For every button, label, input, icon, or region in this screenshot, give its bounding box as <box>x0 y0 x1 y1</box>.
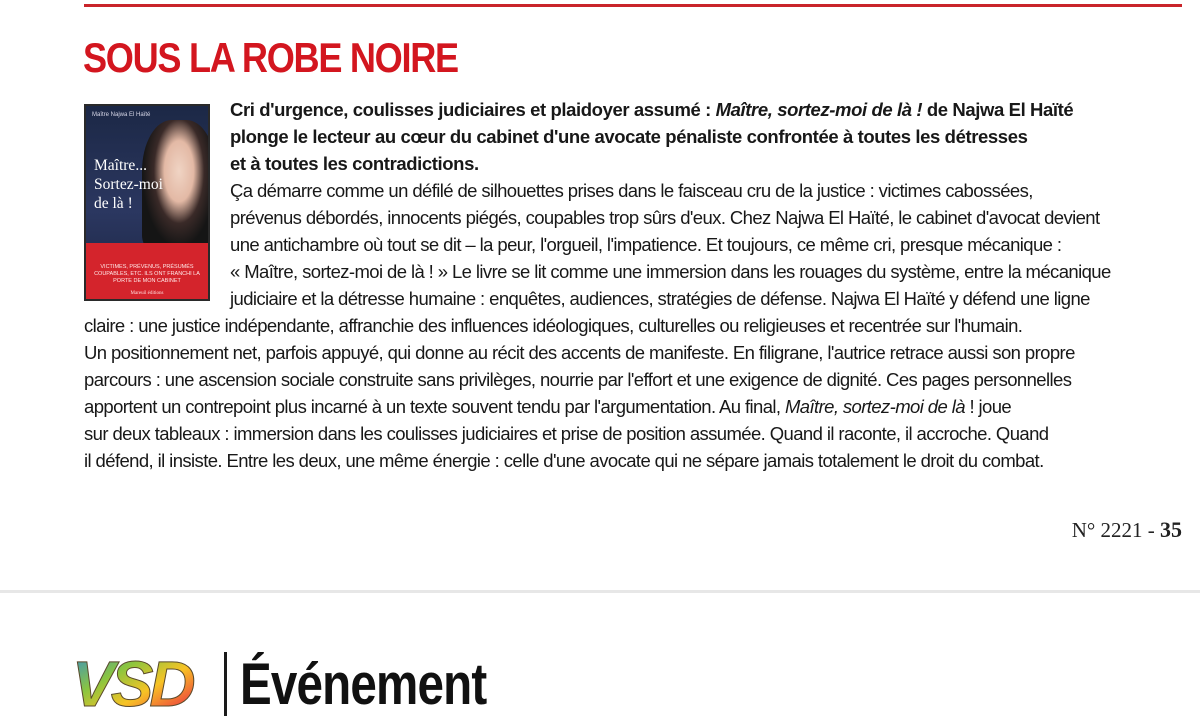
book-cover-title-line: de là ! <box>94 195 133 212</box>
vsd-logo-text: VSD <box>72 648 192 716</box>
book-cover-title-line: Maître... <box>94 157 147 174</box>
book-title-italic: Maître, sortez-moi de là ! <box>715 99 923 120</box>
page-separator <box>0 590 1200 593</box>
book-cover-author: Maître Najwa El Haïté <box>92 112 151 118</box>
body-line: « Maître, sortez-moi de là ! » Le livre se lit comme une immersion dans les rouages du système, entre la mécanique <box>230 261 1111 282</box>
article-body <box>84 96 1184 474</box>
body-line: Ça démarre comme un défilé de silhouettes prises dans le faisceau cru de la justice : victimes cabossées, <box>230 180 1033 201</box>
body-line: une antichambre où tout se dit – la peur, l'orgueil, l'impatience. Et toujours, ce même cri, presque mécanique : <box>230 234 1062 255</box>
page-number: 35 <box>1160 517 1182 542</box>
book-cover-title-line: Sortez-moi <box>94 176 163 193</box>
body-line: judiciaire et la détresse humaine : enquêtes, audiences, stratégies de défense. Najwa El Haïté y défend une ligne <box>230 288 1090 309</box>
top-red-rule <box>84 4 1182 7</box>
book-title-italic: Maître, sortez-moi de là <box>785 396 965 417</box>
body-line: Un positionnement net, parfois appuyé, qui donne au récit des accents de manifeste. En filigrane, l'autrice retrace aussi son propre <box>84 342 1075 363</box>
body-line: sur deux tableaux : immersion dans les coulisses judiciaires et prise de position assumée. Quand il raconte, il accroche. Quand <box>84 423 1049 444</box>
page-folio <box>1072 517 1182 543</box>
article-headline: SOUS LA ROBE NOIRE <box>83 34 458 81</box>
lead-line: Cri d'urgence, coulisses judiciaires et plaidoyer assumé : Maître, sortez-moi de là ! de Najwa El Haïté <box>230 99 1074 120</box>
book-cover-publisher: Mareuil éditions <box>130 291 164 296</box>
issue-number: N° 2221 - <box>1071 518 1160 542</box>
vsd-logo <box>70 648 214 716</box>
body-line: prévenus débordés, innocents piégés, coupables trop sûrs d'eux. Chez Najwa El Haïté, le cabinet d'avocat devient <box>230 207 1100 228</box>
body-line: parcours : une ascension sociale construite sans privilèges, nourrie par l'effort et une exigence de dignité. Ces pages personnelles <box>84 369 1072 390</box>
book-cover-tagline: VICTIMES, PRÉVENUS, PRÉSUMÉS COUPABLES, ETC. ILS ONT FRANCHI LA PORTE DE MON CABINET <box>94 264 200 284</box>
footer-divider <box>224 652 227 716</box>
section-title: Événement <box>240 652 487 717</box>
body-line: claire : une justice indépendante, affranchie des influences idéologiques, culturelles ou religieuses et recentrée sur l'humain. <box>84 315 1023 336</box>
body-line: il défend, il insiste. Entre les deux, une même énergie : celle d'une avocate qui ne sépare jamais totalement le droit du combat. <box>84 450 1044 471</box>
lead-line: plonge le lecteur au cœur du cabinet d'une avocate pénaliste confrontée à toutes les détresses <box>230 126 1028 147</box>
body-line: apportent un contrepoint plus incarné à un texte souvent tendu par l'argumentation. Au final, Maître, sortez-moi de là ! joue <box>84 396 1012 417</box>
lead-line: et à toutes les contradictions. <box>230 153 479 174</box>
